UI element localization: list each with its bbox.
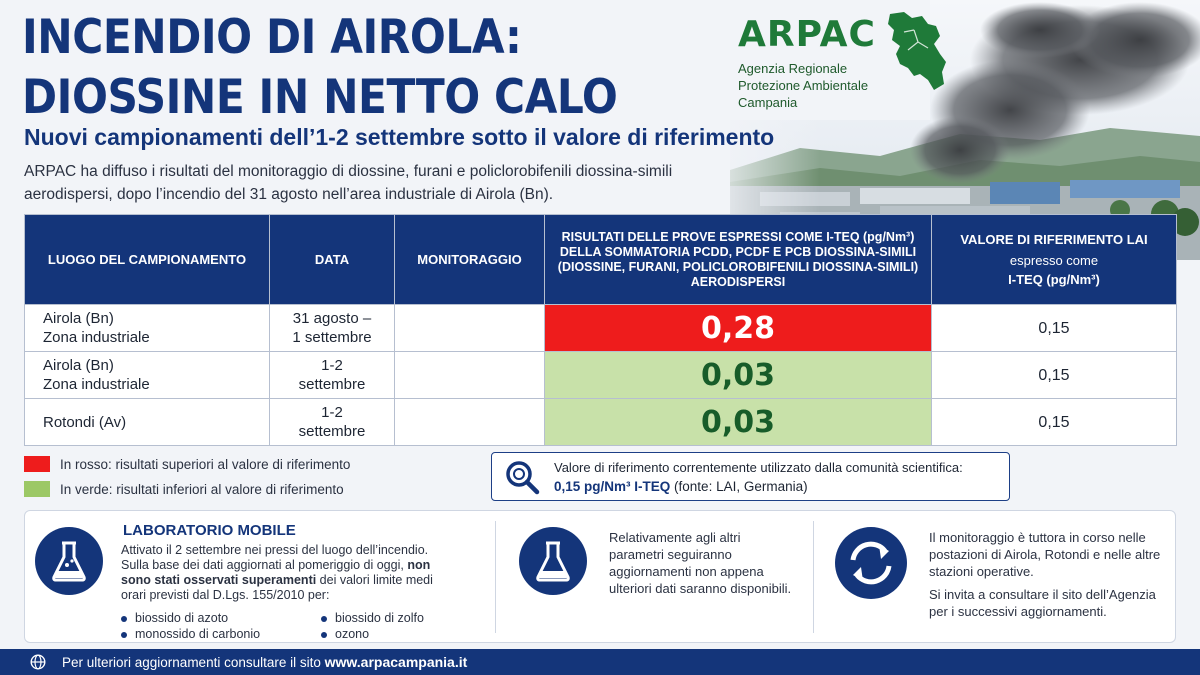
intro-text: ARPAC ha diffuso i risultati del monitoraggio di diossine, furani e policlorobifenili diossina-simili aerodispersi, dopo l’incendio del 31 agosto nell’area industriale di Airola (Bn). xyxy=(24,163,673,203)
footer-text xyxy=(62,654,467,670)
pollutant-item: monossido di carbonio xyxy=(121,627,260,641)
legend-green-swatch xyxy=(24,481,50,497)
date-cell xyxy=(270,305,395,352)
table-row xyxy=(25,399,1177,446)
panel-lab-title: LABORATORIO MOBILE xyxy=(123,522,296,539)
info-panels xyxy=(24,510,1176,643)
legend-red xyxy=(24,456,350,472)
footer-site-link[interactable]: www.arpacampania.it xyxy=(324,654,468,670)
date-line-2: settembre xyxy=(298,423,366,440)
panel-status-line-2: Si invita a consultare il sito dell’Agenzia per i successivi aggiornamenti. xyxy=(929,587,1156,619)
refresh-icon xyxy=(835,527,907,599)
place-zone: Zona industriale xyxy=(43,376,150,393)
campania-map-icon xyxy=(884,10,948,92)
subtitle: Nuovi campionamenti dell’1-2 settembre sotto il valore di riferimento xyxy=(24,124,775,150)
date-line-1: 1-2 xyxy=(321,404,343,421)
footer-label: Per ulteriori aggiornamenti consultare il sito xyxy=(62,655,321,670)
header-reference-line-3: I-TEQ (pg/Nm³) xyxy=(1008,272,1100,287)
title-line-2: DIOSSINE IN NETTO CALO xyxy=(22,70,618,125)
results-table xyxy=(24,214,1177,446)
title-line-1: INCENDIO DI AIROLA: xyxy=(22,10,522,65)
panel-status-line-1: Il monitoraggio è tuttora in corso nelle postazioni di Airola, Rotondi e nelle altre stazioni operative. xyxy=(929,530,1161,579)
panel-status-text xyxy=(929,529,1169,620)
reference-value-cell: 0,15 xyxy=(932,399,1177,446)
date-cell xyxy=(270,352,395,399)
date-line-1: 1-2 xyxy=(321,357,343,374)
table-row xyxy=(25,305,1177,352)
monitoring-cell xyxy=(395,399,545,446)
page-title xyxy=(22,8,652,128)
place-name: Airola (Bn) xyxy=(43,310,114,327)
header-monitoring: MONITORAGGIO xyxy=(395,215,545,305)
logo-subtitle xyxy=(738,60,908,111)
header-reference-line-1: VALORE DI RIFERIMENTO LAI xyxy=(960,232,1148,247)
monitoring-cell xyxy=(395,305,545,352)
result-value-cell: 0,28 xyxy=(545,305,932,352)
panel-lab-line-2 xyxy=(121,558,451,603)
place-name: Rotondi (Av) xyxy=(43,413,127,431)
legend-red-label: In rosso: risultati superiori al valore di riferimento xyxy=(60,456,351,472)
table-row xyxy=(25,352,1177,399)
logo-line-3: Campania xyxy=(738,95,798,110)
flask-icon xyxy=(519,527,587,595)
reference-value-line xyxy=(554,479,808,494)
date-cell xyxy=(270,399,395,446)
reference-value-cell: 0,15 xyxy=(932,352,1177,399)
reference-value-box xyxy=(491,452,1010,501)
header-date: DATA xyxy=(270,215,395,305)
pollutant-item: ozono xyxy=(321,627,369,641)
date-line-2: settembre xyxy=(298,376,366,393)
panel-lab-line-2-post: dei valori limite medi orari previsti dal D.Lgs. 155/2010 per: xyxy=(121,573,433,602)
panel-other-text: Relativamente agli altri parametri seguiranno aggiornamenti non appena ulteriori dati saranno disponibili. xyxy=(609,530,792,596)
legend-green xyxy=(24,481,344,497)
header-reference xyxy=(932,215,1177,305)
date-line-1: 31 agosto – xyxy=(292,310,372,327)
pollutant-item: biossido di zolfo xyxy=(321,611,424,625)
panel-lab-text xyxy=(121,543,451,603)
place-cell xyxy=(25,399,270,446)
date-line-2: 1 settembre xyxy=(292,329,372,346)
result-value-cell: 0,03 xyxy=(545,399,932,446)
panel-divider xyxy=(495,521,496,633)
header-reference-line-2: espresso come xyxy=(1009,253,1099,268)
reference-description: Valore di riferimento correntemente utilizzato dalla comunità scientifica: xyxy=(554,460,963,475)
flask-icon xyxy=(35,527,103,595)
pollutant-item: biossido di azoto xyxy=(121,611,228,625)
panel-divider xyxy=(813,521,814,633)
table-header-row xyxy=(25,215,1177,305)
logo-line-2: Protezione Ambientale xyxy=(738,78,869,93)
panel-lab-line-2-bold: non sono stati osservati superamenti xyxy=(121,558,431,587)
search-icon xyxy=(504,459,540,495)
place-cell xyxy=(25,352,270,399)
header-place: LUOGO DEL CAMPIONAMENTO xyxy=(25,215,270,305)
globe-icon xyxy=(30,654,46,670)
legend-red-swatch xyxy=(24,456,50,472)
place-zone: Zona industriale xyxy=(43,329,150,346)
panel-lab-line-1: Attivato il 2 settembre nei pressi del luogo dell’incendio. xyxy=(121,543,429,557)
panel-lab-line-2-pre: Sulla base dei dati aggiornati al pomeriggio di oggi, xyxy=(121,558,404,572)
reference-source: (fonte: LAI, Germania) xyxy=(674,479,808,494)
footer-bar xyxy=(0,649,1200,675)
place-name: Airola (Bn) xyxy=(43,357,114,374)
legend-green-label: In verde: risultati inferiori al valore di riferimento xyxy=(60,481,344,497)
logo-line-1: Agenzia Regionale xyxy=(738,61,848,76)
place-cell xyxy=(25,305,270,352)
monitoring-cell xyxy=(395,352,545,399)
result-value-cell: 0,03 xyxy=(545,352,932,399)
logo-name: ARPAC xyxy=(738,14,876,55)
reference-value-cell: 0,15 xyxy=(932,305,1177,352)
header-results: RISULTATI DELLE PROVE ESPRESSI COME I-TEQ (pg/Nm³) DELLA SOMMATORIA PCDD, PCDF E PCB DIOSSINA-SIMILI (DIOSSINE, FURANI, POLICLOROBIFENILI DIOSSINA-SIMILI) AERODISPERSI xyxy=(545,215,932,305)
reference-value: 0,15 pg/Nm³ I-TEQ xyxy=(554,479,671,494)
